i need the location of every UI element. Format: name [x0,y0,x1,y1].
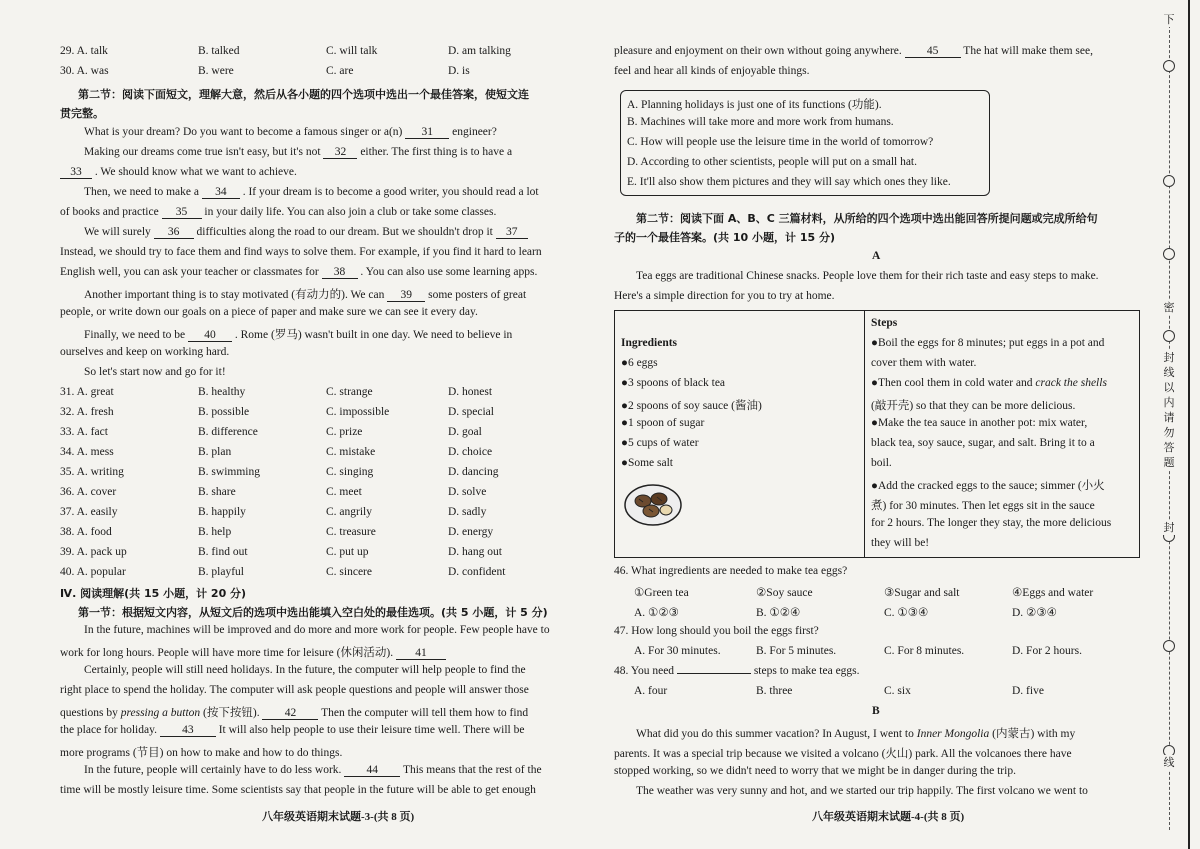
step-line: ●Then cool them in cold water and crack the shells [871,377,1107,389]
passage-line: parents. It was a special trip because we visited a volcano (火山) park. All the volcanoes there have [614,748,1072,760]
box-option: C. How will people use the leisure time in the world of tomorrow? [627,136,934,148]
step-line: 煮) for 30 minutes. Then let eggs sit in the sauce [871,500,1095,512]
recipe-table [614,310,1140,558]
option-38-d[interactable]: D. energy [448,526,494,538]
passage-line: What did you do this summer vacation? In August, I went to Inner Mongolia (内蒙古) with my [636,728,1076,740]
passage-label-a: A [872,250,881,262]
passage-line: questions by pressing a button (按下按钮). 42 Then the computer will tell them how to find [60,707,529,719]
option-48-d[interactable]: D. five [1012,685,1044,697]
option-31-a[interactable]: 31. A. great [60,386,114,398]
option-29-b[interactable]: B. talked [198,45,240,57]
option-30-a[interactable]: 30. A. was [60,65,109,77]
box-option: D. According to other scientists, people will put on a small hat. [627,156,918,168]
blank-45[interactable]: 45 [905,45,961,58]
passage-line: English well, you can ask your teacher or classmates for 38 . You can also use some learning apps. [60,266,538,278]
option-31-c[interactable]: C. strange [326,386,373,398]
blank-43[interactable]: 43 [160,724,216,737]
option-31-d[interactable]: D. honest [448,386,493,398]
section-heading-cont: 贯完整。 [60,107,104,120]
blank-33[interactable]: 33 [60,166,92,179]
passage-line: Then, we need to make a 34 . If your dream is to become a good writer, you should read a lot [84,186,539,198]
passage-line: of books and practice 35 in your daily life. You can also join a club or take some classes. [60,206,497,218]
option-38-b[interactable]: B. help [198,526,232,538]
option-35-b[interactable]: B. swimming [198,466,260,478]
passage-line: Making our dreams come true isn't easy, but it's not 32 either. The first thing is to have a [84,146,513,158]
passage-line: the place for holiday. 43 It will also help people to use their leisure time well. There will be [60,724,525,736]
steps-title: Steps [871,317,898,329]
question-47: 47. How long should you boil the eggs first? [614,625,819,637]
passage-line: Here's a simple direction for you to try at home. [614,290,835,302]
option-29-a[interactable]: 29. A. talk [60,45,108,57]
option-33-c[interactable]: C. prize [326,426,363,438]
binding-strip-char: 线 [1160,365,1178,380]
option-38-c[interactable]: C. treasure [326,526,376,538]
box-option: B. Machines will take more and more work from humans. [627,116,894,128]
option-40-c[interactable]: C. sincere [326,566,372,578]
ingredient-item: ●2 spoons of soy sauce (酱油) [621,400,762,412]
passage-line: right place to spend the holiday. The computer will ask people questions and people will answer those [60,684,529,696]
blank-42[interactable]: 42 [262,707,318,720]
passage-line: Certainly, people will still need holidays. In the future, the computer will help people to find the [84,664,526,676]
option-46-d[interactable]: D. ②③④ [1012,607,1057,619]
blank-39[interactable]: 39 [387,289,425,302]
option-34-a[interactable]: 34. A. mess [60,446,114,458]
section-heading: 第二节：阅读下面短文，理解大意，然后从各小题的四个选项中选出一个最佳答案，使短文连 [78,88,529,101]
step-line: ●Make the tea sauce in another pot: mix water, [871,417,1088,429]
option-48-a[interactable]: A. four [634,685,668,697]
passage-line: Finally, we need to be 40 . Rome (罗马) wasn't built in one day. We need to believe in [84,329,513,341]
passage-line: So let's start now and go for it! [84,366,226,378]
step-line: ●Add the cracked eggs to the sauce; simmer (小火 [871,480,1105,492]
passage-line: people, or write down our goals on a piece of paper and make sure we can see it every day. [60,306,478,318]
passage-line: work for long hours. People will have more time for leisure (休闲活动). 41 [60,644,446,660]
box-option: E. It'll also show them pictures and they will say which ones they like. [627,176,951,188]
passage-line: Another important thing is to stay motivated (有动力的). We can 39 some posters of great [84,289,527,301]
binding-strip-char: 答 [1160,440,1178,455]
passage-line: The weather was very sunny and hot, and we started our trip happily. The first volcano we went to [636,785,1088,797]
ingredient-choice-4: ④Eggs and water [1012,587,1094,599]
blank-48[interactable] [677,673,751,674]
ingredient-choice-2: ②Soy sauce [756,587,813,599]
tea-eggs-illustration [621,477,685,529]
passage-line: In the future, machines will be improved and do more and more work for people. Few people have to [84,624,550,636]
ingredient-item: ●Some salt [621,457,673,469]
blank-41[interactable]: 41 [396,647,446,660]
option-32-d[interactable]: D. special [448,406,494,418]
option-33-a[interactable]: 33. A. fact [60,426,108,438]
option-47-c[interactable]: C. For 8 minutes. [884,645,965,657]
option-47-b[interactable]: B. For 5 minutes. [756,645,837,657]
option-40-a[interactable]: 40. A. popular [60,566,126,578]
section-heading-cont: 子的一个最佳答案。(共 10 小题，计 15 分) [614,231,835,244]
ingredient-item: ●5 cups of water [621,437,699,449]
step-line: they will be! [871,537,930,549]
binding-strip-char: 封 [1160,520,1178,535]
option-35-d[interactable]: D. dancing [448,466,499,478]
option-33-b[interactable]: B. difference [198,426,258,438]
passage-line: stopped working, so we didn't need to worry that we might be in danger during the trip. [614,765,1016,777]
ingredient-item: ●3 spoons of black tea [621,377,726,389]
passage-line: ourselves and keep on working hard. [60,346,230,358]
option-31-b[interactable]: B. healthy [198,386,246,398]
option-39-a[interactable]: 39. A. pack up [60,546,127,558]
ingredient-choice-1: ①Green tea [634,587,689,599]
binding-strip-char: 封 [1160,350,1178,365]
binding-strip-char: 勿 [1160,425,1178,440]
step-line: ●Boil the eggs for 8 minutes; put eggs in a pot and [871,337,1105,349]
blank-36[interactable]: 36 [154,226,194,239]
option-33-d[interactable]: D. goal [448,426,482,438]
option-29-c[interactable]: C. will talk [326,45,378,57]
question-46: 46. What ingredients are needed to make tea eggs? [614,565,848,577]
option-48-c[interactable]: C. six [884,685,911,697]
binding-strip-char: 线 [1160,755,1178,770]
passage-line: more programs (节目) on how to make and how to do things. [60,747,343,759]
step-line: boil. [871,457,892,469]
option-35-c[interactable]: C. singing [326,466,374,478]
option-48-b[interactable]: B. three [756,685,793,697]
passage-line: What is your dream? Do you want to become a famous singer or a(n) 31 engineer? [84,126,497,138]
option-37-a[interactable]: 37. A. easily [60,506,118,518]
passage-label-b: B [872,705,880,717]
option-36-c[interactable]: C. meet [326,486,362,498]
option-47-a[interactable]: A. For 30 minutes. [634,645,721,657]
option-32-a[interactable]: 32. A. fresh [60,406,114,418]
option-32-c[interactable]: C. impossible [326,406,390,418]
binding-strip [1150,0,1200,849]
option-29-d[interactable]: D. am talking [448,45,511,57]
page-footer: 八年级英语期末试题-3-(共 8 页) [262,811,415,823]
page-footer: 八年级英语期末试题-4-(共 8 页) [812,811,965,823]
blank-31[interactable]: 31 [405,126,449,139]
section-heading: 第二节：阅读下面 A、B、C 三篇材料，从所给的四个选项中选出能回答所提问题或完成所给句 [636,212,1098,225]
option-40-d[interactable]: D. confident [448,566,506,578]
step-line: for 2 hours. The longer they stay, the more delicious [871,517,1112,529]
step-line: cover them with water. [871,357,977,369]
option-32-b[interactable]: B. possible [198,406,250,418]
blank-38[interactable]: 38 [322,266,358,279]
option-39-c[interactable]: C. put up [326,546,369,558]
step-italic: crack the shells [1035,377,1107,389]
blank-32[interactable]: 32 [323,146,357,159]
question-48: 48. You need steps to make tea eggs. [614,665,860,677]
binding-strip-char: 密 [1160,300,1178,315]
step-line: black tea, soy sauce, sugar, and salt. Bring it to a [871,437,1095,449]
option-36-a[interactable]: 36. A. cover [60,486,117,498]
option-37-d[interactable]: D. sadly [448,506,487,518]
option-34-c[interactable]: C. mistake [326,446,376,458]
binding-strip-char: 内 [1160,395,1178,410]
passage-line: 33 . We should know what we want to achieve. [60,166,297,179]
option-46-a[interactable]: A. ①②③ [634,607,679,619]
section-heading: 第一节：根据短文内容，从短文后的选项中选出能填入空白处的最佳选项。(共 5 小题，计 5 分) [78,606,548,619]
passage-line: In the future, people will certainly have to do less work. 44 This means that the rest of the [84,764,542,776]
option-39-b[interactable]: B. find out [198,546,248,558]
option-46-c[interactable]: C. ①③④ [884,607,929,619]
option-35-a[interactable]: 35. A. writing [60,466,124,478]
option-34-d[interactable]: D. choice [448,446,493,458]
option-40-b[interactable]: B. playful [198,566,244,578]
binding-strip-char: 请 [1160,410,1178,425]
option-30-b[interactable]: B. were [198,65,234,77]
step-line: (敲开壳) so that they can be more delicious. [871,400,1076,412]
option-36-b[interactable]: B. share [198,486,236,498]
passage-line: Tea eggs are traditional Chinese snacks. People love them for their rich taste and easy steps to make. [636,270,1099,282]
binding-strip-char: 以 [1160,380,1178,395]
ingredient-choice-3: ③Sugar and salt [884,587,960,599]
option-30-d[interactable]: D. is [448,65,470,77]
blank-35[interactable]: 35 [162,206,202,219]
option-39-d[interactable]: D. hang out [448,546,502,558]
option-30-c[interactable]: C. are [326,65,354,77]
binding-strip-char: 题 [1160,455,1178,470]
ingredients-title: Ingredients [621,337,678,349]
passage-line: time will be mostly leisure time. Some scientists say that people in the future will be able to get enough [60,784,536,796]
option-36-d[interactable]: D. solve [448,486,487,498]
box-option: A. Planning holidays is just one of its functions (功能). [627,99,882,111]
passage-line: Instead, we should try to face them and find ways to solve them. For example, if you find it hard to learn [60,246,542,258]
passage-line: We will surely 36 difficulties along the road to our dream. But we shouldn't drop it 37 [84,226,528,239]
option-34-b[interactable]: B. plan [198,446,232,458]
passage-line: feel and hear all kinds of enjoyable things. [614,65,810,77]
passage-line: pleasure and enjoyment on their own without going anywhere. 45 The hat will make them see, [614,45,1093,57]
blank-34[interactable]: 34 [202,186,240,199]
part-heading: Ⅳ. 阅读理解(共 15 小题，计 20 分) [60,587,247,600]
option-46-b[interactable]: B. ①②④ [756,607,801,619]
binding-strip-char: 下 [1160,12,1178,27]
option-37-b[interactable]: B. happily [198,506,246,518]
blank-40[interactable]: 40 [188,329,232,342]
option-47-d[interactable]: D. For 2 hours. [1012,645,1082,657]
options-box [620,90,990,196]
blank-37[interactable]: 37 [496,226,528,239]
option-37-c[interactable]: C. angrily [326,506,372,518]
ingredient-item: ●6 eggs [621,357,658,369]
option-38-a[interactable]: 38. A. food [60,526,112,538]
ingredient-item: ●1 spoon of sugar [621,417,705,429]
blank-44[interactable]: 44 [344,764,400,777]
